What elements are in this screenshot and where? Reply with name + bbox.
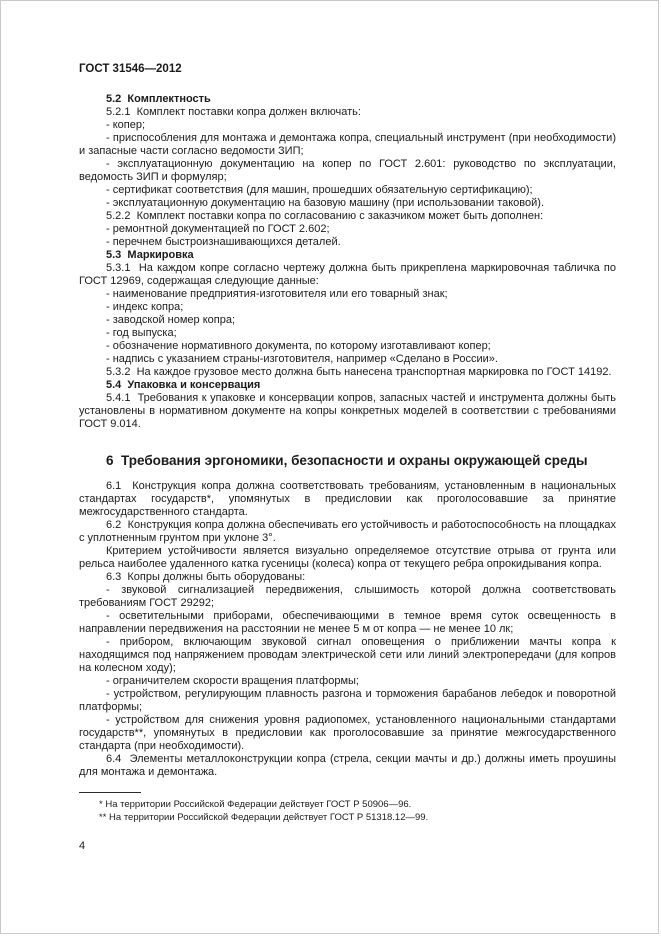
running-header: ГОСТ 31546—2012 [79,63,182,75]
paragraph: 6.4 Элементы металлоконструкции копра (стрела, секции мачты и др.) должны иметь проушины для монтажа и демонтажа. [79,753,616,778]
footnote-separator-rule [79,792,141,793]
paragraph: - наименование предприятия-изготовителя или его товарный знак; [106,288,448,300]
paragraph: - устройством, регулирующим плавность разгона и торможения барабанов лебедок и поворотной платформы; [79,688,616,713]
paragraph: - приспособления для монтажа и демонтажа копра, специальный инструмент (при необходимости) и запасные части согласно ведомости ЗИП; [79,132,616,157]
subsection-heading: 5.3 Маркировка [106,249,194,261]
paragraph: - надпись с указанием страны-изготовителя, например «Сделано в России». [106,353,498,365]
paragraph: - сертификат соответствия (для машин, прошедших обязательную сертификацию); [106,184,533,196]
section-heading: 6 Требования эргономики, безопасности и охраны окружающей среды [106,453,588,468]
paragraph: - заводской номер копра; [106,314,235,326]
page-number: 4 [79,840,86,852]
paragraph: - устройством для снижения уровня радиопомех, установленного национальными стандартами государств**, упомянутых в предисловии как проголосовавшие за принятие межгосударственного стандарта (при необходимости). [79,714,616,752]
subsection-heading: 5.2 Комплектность [106,93,211,105]
paragraph: - обозначение нормативного документа, по которому изготавливают копер; [106,340,491,352]
paragraph: 5.2.2 Комплект поставки копра по согласованию с заказчиком может быть дополнен: [106,210,544,222]
paragraph: 6.1 Конструкция копра должна соответствовать требованиям, установленным в национальных стандартах государств*, упомянутых в предисловии как проголосовавшие за принятие межгосударственного стандарта. [79,480,616,518]
document-body [79,93,616,779]
paragraph: - копер; [106,119,146,131]
paragraph: 6.3 Копры должны быть оборудованы: [106,571,306,583]
footnote-list [79,798,616,824]
paragraph: - эксплуатационную документацию на копер по ГОСТ 2.601: руководство по эксплуатации, ведомость ЗИП и формуляр; [79,158,616,183]
paragraph: - эксплуатационную документацию на базовую машину (при использовании таковой). [106,197,544,209]
footnote: * На территории Российской Федерации действует ГОСТ Р 50906—96. [99,799,412,810]
paragraph: 5.3.2 На каждое грузовое место должна быть нанесена транспортная маркировка по ГОСТ 14192. [106,366,612,378]
paragraph: - индекс копра; [106,301,184,313]
subsection-heading: 5.4 Упаковка и консервация [106,379,261,391]
paragraph: Критерием устойчивости является визуально определяемое отсутствие отрыва от грунта или рельса наиболее удаленного катка гусеницы (колеса) копра от текущего ребра опрокидывания копра. [79,545,616,570]
footnote-area [79,792,616,824]
paragraph: 6.2 Конструкция копра должна обеспечивать его устойчивость и работоспособность на площадках с уплотненным грунтом при уклоне 3°. [79,519,616,544]
paragraph: - перечнем быстроизнашивающихся деталей. [106,236,341,248]
paragraph: - звуковой сигнализацией передвижения, слышимость которой должна соответствовать требованиям ГОСТ 29292; [79,584,616,609]
paragraph: - прибором, включающим звуковой сигнал оповещения о приближении мачты копра к находящимся под напряжением проводам электрической сети или линий электропередачи (для копров на колесном ходу); [79,636,616,674]
paragraph: 5.3.1 На каждом копре согласно чертежу должна быть прикреплена маркировочная табличка по ГОСТ 12969, содержащая следующие данные: [79,262,616,287]
paragraph: - год выпуска; [106,327,177,339]
paragraph: - осветительными приборами, обеспечивающими в темное время суток освещенность в направлении передвижения на расстоянии не менее 5 м от копра — не менее 10 лк; [79,610,616,635]
paragraph: 5.2.1 Комплект поставки копра должен включать: [106,106,361,118]
paragraph: 5.4.1 Требования к упаковке и консервации копров, запасных частей и инструмента должны быть установлены в нормативном документе на копры конкретных моделей в соответствии с требованиями ГОСТ 9.014. [79,392,616,430]
footnote: ** На территории Российской Федерации действует ГОСТ Р 51318.12—99. [99,812,429,823]
page-content [79,63,616,853]
paragraph: - ограничителем скорости вращения платформы; [106,675,359,687]
paragraph: - ремонтной документацией по ГОСТ 2.602; [106,223,330,235]
